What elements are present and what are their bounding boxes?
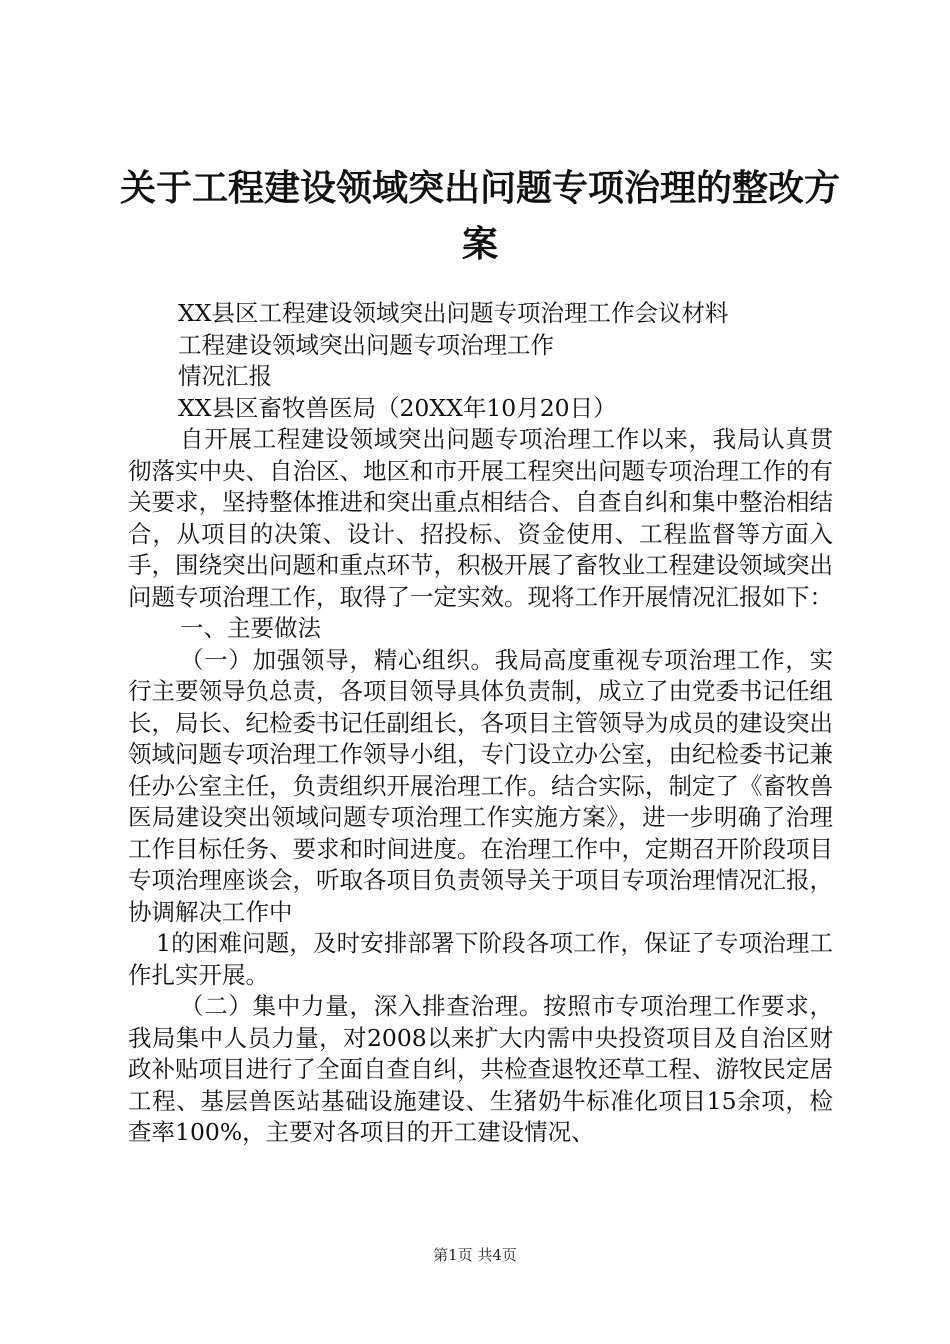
paragraph-leadership: （一）加强领导，精心组织。我局高度重视专项治理工作，实行主要领导负总责，各项目领导具体负责制，成立了由党委书记任组长，局长、纪检委书记任副组长，各项目主管领导为成员的建设突出领域问题专项治理工作领导小组，专门设立办公室，由纪检委书记兼任办公室主任，负责组织开展治理工作。结合实际，制定了《畜牧兽医局建设突出领域问题专项治理工作实施方案》，进一步明确了治理工作目标任务、要求和时间进度。在治理工作中，定期召开阶段项目专项治理座谈会，听取各项目负责领导关于项目专项治理情况汇报，协调解决工作中: [128, 645, 833, 926]
document-title: 关于工程建设领域突出问题专项治理的整改方案: [119, 167, 840, 265]
header-line-issuer-date: XX县区畜牧兽医局（20XX年10月20日）: [178, 393, 617, 422]
header-line-meeting-material: XX县区工程建设领域突出问题专项治理工作会议材料: [178, 299, 729, 327]
paragraph-intro: 自开展工程建设领域突出问题专项治理工作以来，我局认真贯彻落实中央、自治区、地区和市开展工程突出问题专项治理工作的有关要求，坚持整体推进和突出重点相结合、自查自纠和集中整治相结合，从项目的决策、设计、招投标、资金使用、工程监督等方面入手，围绕突出问题和重点环节，积极开展了畜牧业工程建设领域突出问题专项治理工作，取得了一定实效。现将工作开展情况汇报如下：: [128, 425, 833, 611]
document-body: [128, 298, 833, 1149]
paragraph-investigation: （二）集中力量，深入排查治理。按照市专项治理工作要求，我局集中人员力量，对2008以来扩大内需中央投资项目及自治区财政补贴项目进行了全面自查自纠，共检查退牧还草工程、游牧民定居工程、基层兽医站基础设施建设、生猪奶牛标准化项目15余项，检查率100%，主要对各项目的开工建设情况、: [128, 992, 833, 1146]
header-line-subject: 工程建设领域突出问题专项治理工作: [178, 330, 554, 359]
paragraph-leadership-continued: 1的困难问题，及时安排部署下阶段各项工作，保证了专项治理工作扎实开展。: [128, 929, 833, 989]
header-line-report: 情况汇报: [178, 362, 272, 390]
section-heading-main-practices: 一、主要做法: [180, 614, 321, 642]
page-footer: 第1页 共4页: [433, 1246, 517, 1264]
